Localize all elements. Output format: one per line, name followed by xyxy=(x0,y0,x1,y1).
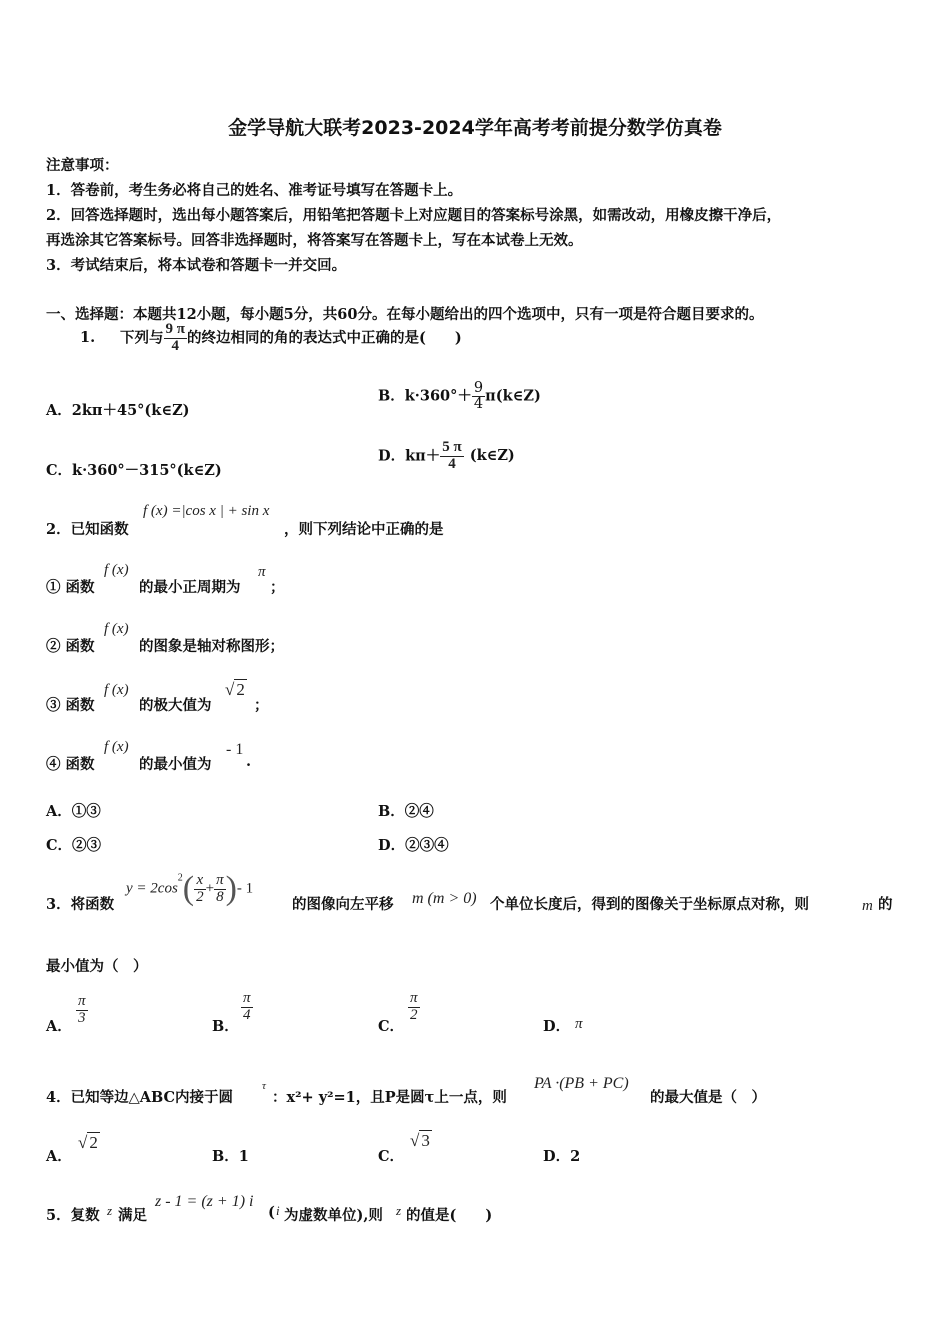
q2-statement-4-value: - 1 xyxy=(226,741,244,758)
q3-option-d-label: D． xyxy=(543,1018,571,1035)
q5-z-2: z xyxy=(396,1203,402,1218)
q1-option-b: B．k·360°＋ $\frac{9}{4}$ π(k∈Z) xyxy=(378,380,541,413)
notice-item-1: 1．答卷前，考生务必将自己的姓名、准考证号填写在答题卡上。 xyxy=(46,182,463,199)
notice-item-3: 3．考试结束后，将本试卷和答题卡一并交回。 xyxy=(46,257,347,274)
q1-option-d-fraction: $\frac{5 \pi}{4}$ xyxy=(442,439,462,472)
q1-text-post: 的终边相同的角的表达式中正确的是( ) xyxy=(186,329,462,347)
q2-option-d: D．②③④ xyxy=(378,837,449,854)
q3-line-2: 最小值为（ ） xyxy=(46,958,148,975)
q2-function: f (x) =|cos x | + sin x xyxy=(143,503,270,519)
q4-option-c-value xyxy=(410,1131,432,1151)
q2-text-post: ，则下列结论中正确的是 xyxy=(284,521,444,538)
q3-text-end: 的 xyxy=(878,896,893,913)
q2-statement-4-fx: f (x) xyxy=(104,739,129,755)
q4-text-post: 的最大值是（ ） xyxy=(650,1089,766,1106)
q4-vector-expression: PA ·(PB + PC) xyxy=(534,1075,629,1092)
q3-option-c-fraction: $\frac{\pi}{2}$ xyxy=(410,990,418,1023)
q3-shift-expression: m (m > 0) xyxy=(412,890,477,907)
q3-option-c-label: C． xyxy=(378,1018,405,1035)
q2-option-b: B．②④ xyxy=(378,803,434,820)
sqrt-symbol: √ 2 xyxy=(225,680,245,699)
question-1 xyxy=(80,322,462,355)
q2-statement-4-end: . xyxy=(246,753,252,770)
sqrt-symbol: √ 2 xyxy=(78,1133,98,1152)
q1-option-c: C．k·360°－315°(k∈Z) xyxy=(46,462,222,479)
q3-option-d-value: π xyxy=(575,1016,583,1032)
q1-number: 1. xyxy=(80,329,96,347)
q3-function: $y = 2\cos^2$( $\frac{x}{2}$ + $\frac{\pi}{8}$ )- 1 xyxy=(126,870,254,907)
q4-tau: τ xyxy=(262,1080,266,1092)
q2-statement-1-value: π xyxy=(258,564,266,580)
q5-text-paren: 为虚数单位),则 xyxy=(284,1207,383,1224)
q4-option-b: B．1 xyxy=(212,1148,249,1165)
q1-option-b-fraction: $\frac{9}{4}$ xyxy=(473,380,484,413)
q2-statement-3-pre: ③ 函数 xyxy=(46,697,95,714)
q4-text-pre: 4．已知等边△ABC内接于圆 xyxy=(46,1089,234,1106)
q5-i: i xyxy=(276,1203,280,1218)
q5-equation: z - 1 = (z + 1) i xyxy=(155,1193,254,1210)
q4-option-d: D．2 xyxy=(543,1148,581,1165)
q1-fraction: $\frac{9 \pi}{4}$ xyxy=(165,321,185,354)
q1-option-a: A．2kπ＋45°(k∈Z) xyxy=(46,402,190,419)
q2-option-c: C．②③ xyxy=(46,837,102,854)
q1-text-pre: 下列与 xyxy=(120,329,164,347)
q2-statement-1-fx: f (x) xyxy=(104,562,129,578)
q2-statement-3-fx: f (x) xyxy=(104,682,129,698)
q2-statement-4-pre: ④ 函数 xyxy=(46,756,95,773)
q2-option-a: A．①③ xyxy=(46,803,101,820)
q2-statement-4-post: 的最小值为 xyxy=(139,756,212,773)
notice-item-2-cont: 再选涂其它答案标号。回答非选择题时，将答案写在答题卡上，写在本试卷上无效。 xyxy=(46,232,583,249)
q3-m: m xyxy=(862,898,873,914)
q5-text-mid: 满足 xyxy=(118,1207,147,1224)
q5-text-post: 的值是( ) xyxy=(406,1207,493,1224)
q2-text-pre: 2．已知函数 xyxy=(46,521,129,538)
q3-option-a-fraction: $\frac{\pi}{3}$ xyxy=(78,993,86,1026)
q4-option-a-value xyxy=(78,1133,100,1153)
q3-option-b-fraction: $\frac{\pi}{4}$ xyxy=(243,990,251,1023)
notice-item-2: 2．回答选择题时，选出每小题答案后，用铅笔把答题卡上对应题目的答案标号涂黑，如需改动，用橡皮擦干净后， xyxy=(46,207,782,224)
q3-text-pre: 3．将函数 xyxy=(46,896,115,913)
q2-statement-2-fx: f (x) xyxy=(104,621,129,637)
q2-statement-1-post: 的最小正周期为 xyxy=(139,579,241,596)
q4-text-mid: ：x²+ y²=1，且P是圆τ上一点，则 xyxy=(272,1089,507,1106)
q2-statement-1-end: ； xyxy=(270,579,285,596)
q2-statement-3-value xyxy=(225,680,247,700)
q5-paren-open: ( xyxy=(268,1204,275,1221)
q3-option-b-label: B． xyxy=(212,1018,239,1035)
q5-text-pre: 5．复数 xyxy=(46,1207,100,1224)
q3-option-a-label: A． xyxy=(46,1018,72,1035)
q2-statement-2-post: 的图象是轴对称图形； xyxy=(139,638,284,655)
q2-statement-3-end: ； xyxy=(254,697,269,714)
sqrt-symbol: √ 3 xyxy=(410,1131,430,1150)
q2-statement-2-pre: ② 函数 xyxy=(46,638,95,655)
q4-option-a-label: A． xyxy=(46,1148,72,1165)
q2-statement-1-pre: ① 函数 xyxy=(46,579,95,596)
q5-z: z xyxy=(107,1203,113,1218)
q3-text-post: 个单位长度后，得到的图像关于坐标原点对称，则 xyxy=(490,896,809,913)
notice-heading: 注意事项： xyxy=(46,157,119,174)
q3-text-mid: 的图像向左平移 xyxy=(292,896,394,913)
q2-statement-3-post: 的极大值为 xyxy=(139,697,212,714)
section-heading: 一、选择题：本题共12小题，每小题5分，共60分。在每小题给出的四个选项中，只有一项是符合题目要求的。 xyxy=(46,306,764,323)
q1-option-d: D．kπ＋ $\frac{5 \pi}{4}$ (k∈Z) xyxy=(378,439,515,472)
page-title: 金学导航大联考2023-2024学年高考考前提分数学仿真卷 xyxy=(228,117,722,139)
q4-option-c-label: C． xyxy=(378,1148,405,1165)
